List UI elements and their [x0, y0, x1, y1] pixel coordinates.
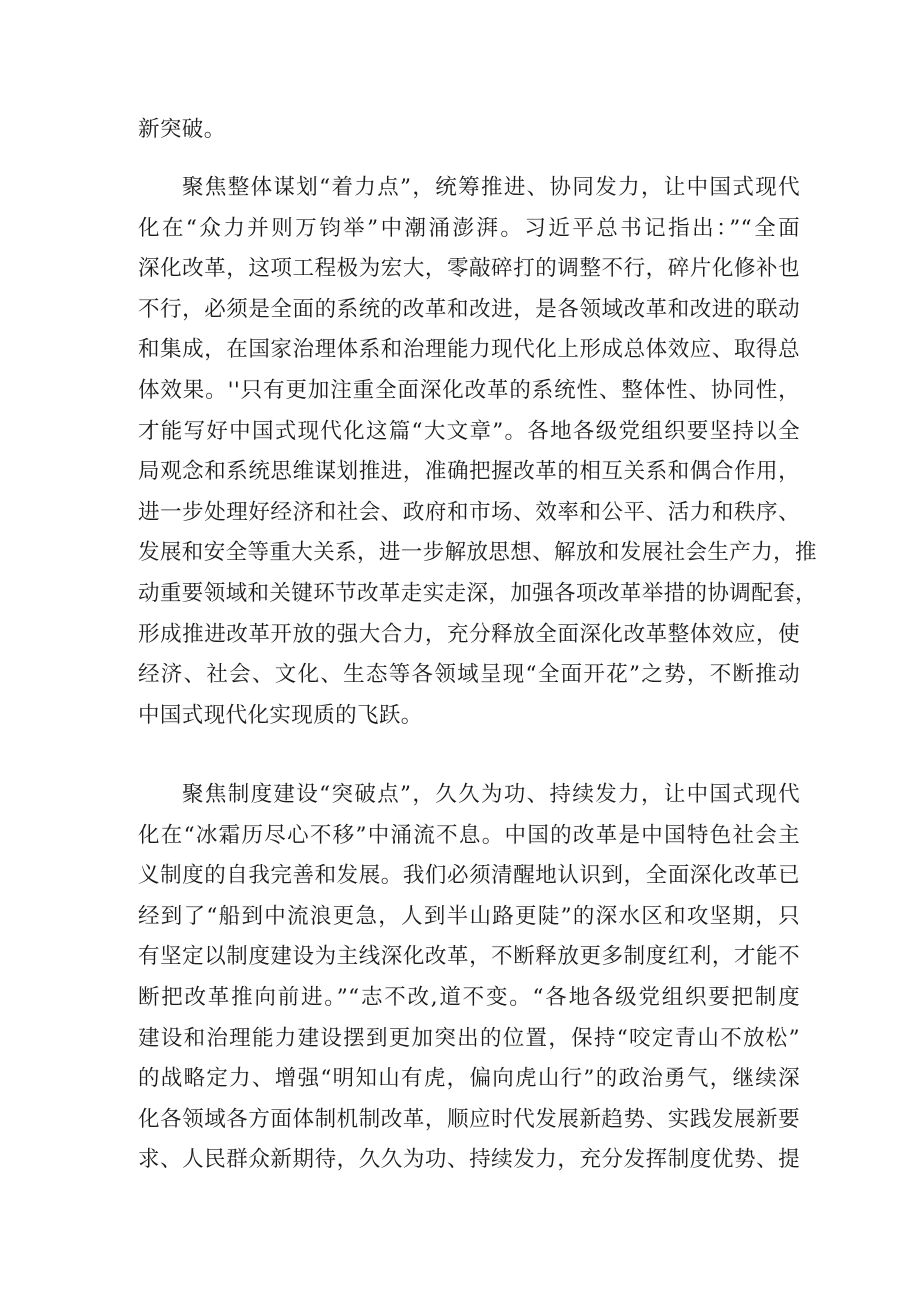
text-line: 经到了“船到中流浪更急，人到半山路更陡”的深水区和攻坚期，只 [138, 903, 800, 929]
text-line: 才能写好中国式现代化这篇“大文章”。各地各级党组织要坚持以全 [138, 418, 800, 444]
text-line: 的战略定力、增强“明知山有虎，偏向虎山行”的政治勇气，继续深 [138, 1066, 800, 1092]
text-line: 经济、社会、文化、生态等各领域呈现“全面开花”之势，不断推动 [138, 662, 800, 688]
text-line: 局观念和系统思维谋划推进，准确把握改革的相互关系和偶合作用， [138, 459, 800, 485]
text-line: 断把改革推向前进。”“志不改,道不变。“各地各级党组织要把制度 [138, 984, 800, 1010]
text-line: 化在“众力并则万钧举”中潮涌澎湃。习近平总书记指出：”“全面 [138, 215, 800, 241]
text-line: 聚焦制度建设“突破点”，久久为功、持续发力，让中国式现代 [182, 782, 800, 807]
text-line: 化各领域各方面体制机制改革，顺应时代发展新趋势、实践发展新要 [138, 1106, 800, 1132]
text-line: 动重要领域和关键环节改革走实走深，加强各项改革举措的协调配套， [138, 580, 817, 606]
text-line: 义制度的自我完善和发展。我们必须清醒地认识到，全面深化改革已 [138, 863, 800, 889]
text-line: 进一步处理好经济和社会、政府和市场、效率和公平、活力和秩序、 [138, 499, 800, 525]
text-line: 深化改革，这项工程极为宏大，零敲碎打的调整不行，碎片化修补也 [138, 256, 800, 282]
paragraph-overall-planning [138, 168, 817, 736]
paragraph-institution-building [138, 775, 800, 1181]
text-line: 建设和治理能力建设摆到更加突出的位置，保持“咬定青山不放松” [138, 1025, 800, 1051]
text-line: 发展和安全等重大关系，进一步解放思想、解放和发展社会生产力，推 [138, 540, 817, 566]
text-line: 求、人民群众新期待，久久为功、持续发力，充分发挥制度优势、提 [138, 1147, 800, 1173]
text-line: 有坚定以制度建设为主线深化改革，不断释放更多制度红利，才能不 [138, 944, 800, 970]
text-line: 聚焦整体谋划“着力点”，统筹推进、协同发力，让中国式现代 [182, 175, 800, 200]
text-line: 化在“冰霜历尽心不移”中涌流不息。中国的改革是中国特色社会主 [138, 822, 800, 848]
text-line: 中国式现代化实现质的飞跃。 [138, 702, 423, 728]
paragraph-continuation [138, 110, 800, 151]
text-line: 形成推进改革开放的强大合力，充分释放全面深化改革整体效应，使 [138, 621, 800, 647]
text-line: 体效果。''只有更加注重全面深化改革的系统性、整体性、协同性， [138, 377, 800, 403]
text-line: 不行，必须是全面的系统的改革和改进，是各领域改革和改进的联动 [138, 296, 800, 322]
text-line: 和集成，在国家治理体系和治理能力现代化上形成总体效应、取得总 [138, 337, 800, 363]
text-line: 新突破。 [138, 117, 226, 142]
